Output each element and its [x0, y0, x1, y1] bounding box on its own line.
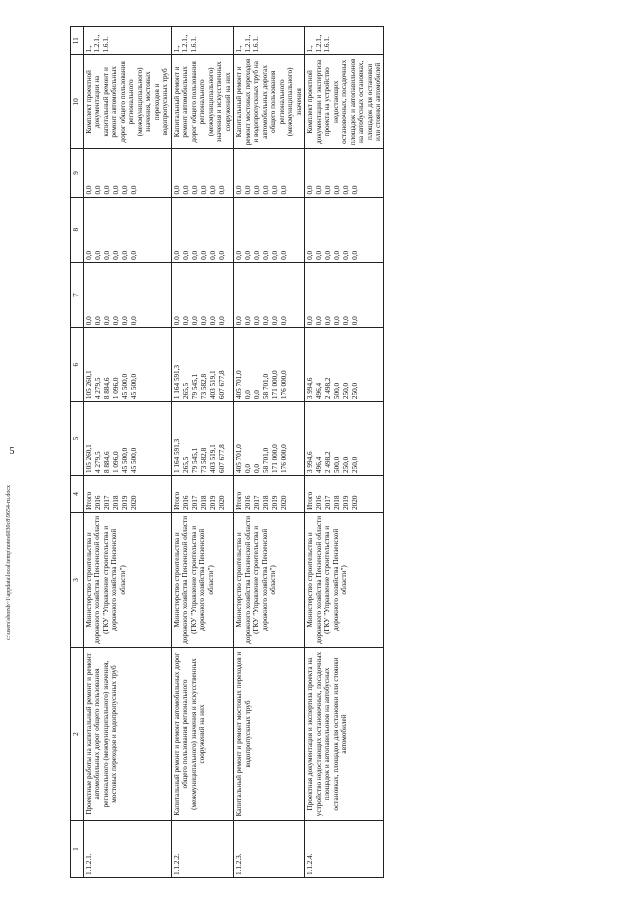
federal-budget-value: 0,0 [190, 316, 199, 326]
other-sources-value: 0,0 [271, 185, 280, 195]
total-funding-value: 403 519,1 [208, 444, 217, 473]
indicator-ref: 1., 1.2.1., 1.6.1. [171, 27, 233, 55]
year-list-value: 2019 [208, 495, 217, 510]
federal-budget-value: 0,0 [94, 316, 102, 326]
local-budget-value: 0,0 [324, 250, 333, 260]
other-sources-value: 0,0 [130, 185, 138, 195]
federal-budget [171, 262, 233, 327]
other-sources-value: 0,0 [190, 185, 199, 195]
year-list-value: 2017 [190, 495, 199, 510]
local-budget [234, 197, 305, 262]
regional-budget-value: 58 701,0 [262, 373, 271, 400]
total-funding-value: 496,4 [315, 456, 324, 473]
federal-budget-value: 0,0 [199, 316, 208, 326]
local-budget-value: 0,0 [199, 250, 208, 260]
column-header-9: 9 [71, 149, 84, 197]
federal-budget [234, 262, 305, 327]
other-sources-value: 0,0 [324, 185, 333, 195]
local-budget-value: 0,0 [253, 250, 262, 260]
activity-name: Капитальный ремонт и ремонт мостовых переходов и водопропускных труб [234, 647, 305, 820]
total-funding [171, 402, 233, 476]
federal-budget-value: 0,0 [130, 316, 138, 326]
year-list-value: 2016 [181, 495, 190, 510]
local-budget-value: 0,0 [280, 250, 289, 260]
regional-budget-value: 250,0 [342, 382, 351, 400]
federal-budget-value: 0,0 [271, 316, 280, 326]
column-header-10: 10 [71, 55, 84, 149]
regional-budget-value: 4 279,5 [94, 377, 102, 400]
federal-budget-value: 0,0 [333, 316, 342, 326]
other-sources-value: 0,0 [280, 185, 289, 195]
federal-budget [305, 262, 384, 327]
federal-budget [84, 262, 172, 327]
year-list-value: 2019 [342, 495, 351, 510]
other-sources-value: 0,0 [244, 185, 253, 195]
regional-budget-value: 2 498,2 [324, 377, 333, 400]
total-funding-value: 265,5 [181, 456, 190, 473]
program-activities-table [70, 26, 384, 878]
local-budget-value: 0,0 [306, 250, 315, 260]
total-funding-value: 105 260,1 [85, 444, 93, 473]
local-budget-value: 0,0 [94, 250, 102, 260]
other-sources-value: 0,0 [217, 185, 226, 195]
column-header-6: 6 [71, 328, 84, 402]
local-budget-value: 0,0 [342, 250, 351, 260]
total-funding-value: 607 677,8 [217, 444, 226, 473]
federal-budget-value: 0,0 [324, 316, 333, 326]
total-funding-value: 2 498,2 [324, 451, 333, 473]
total-funding-value: 250,0 [342, 456, 351, 473]
total-funding-value: 171 000,0 [271, 444, 280, 473]
expected-result: Комплект проектной документации на капитальный ремонт и ремонт автомобильных дорог общего пользования регионального (межмуниципального) значения, мостовых переходов и водопропускных труб [84, 55, 172, 149]
total-funding-value: 405 701,0 [235, 444, 244, 473]
column-header-4: 4 [71, 475, 84, 512]
expected-result: Комплект проектной документации и экспертиза проекта на устройство недостающих остановочных, посадочных площадок и автопавильонов на автобусных остановках, площадок для остановки или стоянки автомобилей [305, 55, 384, 149]
federal-budget-value: 0,0 [112, 316, 120, 326]
regional-budget [171, 328, 233, 402]
other-sources [84, 149, 172, 197]
column-header-2: 2 [71, 647, 84, 820]
year-list-value: Итого [85, 491, 93, 510]
other-sources [171, 149, 233, 197]
other-sources-value: 0,0 [262, 185, 271, 195]
table-row [305, 27, 384, 878]
regional-budget-value: 1 164 591,3 [172, 364, 181, 400]
column-header-5: 5 [71, 402, 84, 476]
federal-budget-value: 0,0 [103, 316, 111, 326]
year-list-value: 2017 [253, 495, 262, 510]
federal-budget-value: 0,0 [342, 316, 351, 326]
year-list [305, 475, 384, 512]
local-budget-value: 0,0 [181, 250, 190, 260]
regional-budget-value: 8 884,6 [103, 377, 111, 400]
year-list [171, 475, 233, 512]
file-path-footer: c:\users\sborsh~1\appdata\local\temp\notes6030c8\9654-ru.docx [6, 484, 12, 640]
row-number: 1.1.2.2. [171, 821, 233, 878]
column-header-3: 3 [71, 512, 84, 647]
federal-budget-value: 0,0 [181, 316, 190, 326]
regional-budget-value: 500,0 [333, 382, 342, 400]
federal-budget-value: 0,0 [262, 316, 271, 326]
year-list-value: 2018 [199, 495, 208, 510]
regional-budget-value: 171 000,0 [271, 370, 280, 400]
local-budget-value: 0,0 [130, 250, 138, 260]
year-list-value: 2017 [103, 495, 111, 510]
other-sources-value: 0,0 [351, 185, 360, 195]
local-budget-value: 0,0 [85, 250, 93, 260]
other-sources [234, 149, 305, 197]
total-funding-value: 500,0 [333, 456, 342, 473]
total-funding [234, 402, 305, 476]
federal-budget-value: 0,0 [121, 316, 129, 326]
federal-budget-value: 0,0 [235, 316, 244, 326]
federal-budget-value: 0,0 [217, 316, 226, 326]
year-list-value: 2018 [112, 495, 120, 510]
table-body [84, 27, 384, 878]
other-sources-value: 0,0 [315, 185, 324, 195]
regional-budget-value: 0,0 [244, 390, 253, 400]
total-funding [84, 402, 172, 476]
row-number: 1.1.2.1. [84, 821, 172, 878]
table-row [171, 27, 233, 878]
activity-name: Капитальный ремонт и ремонт автомобильных дорог общего пользования регионального (межмуниципального) значения и искусственных сооружений на них [171, 647, 233, 820]
federal-budget-value: 0,0 [280, 316, 289, 326]
local-budget-value: 0,0 [103, 250, 111, 260]
page-number: 5 [9, 446, 15, 457]
local-budget-value: 0,0 [172, 250, 181, 260]
executor: Министерство строительства и дорожного хозяйства Пензенской области (ГКУ "Управление строительства и дорожного хозяйства Пензенской области") [234, 512, 305, 647]
year-list-value: 2017 [324, 495, 333, 510]
table-row [234, 27, 305, 878]
rotated-table-sheet [70, 0, 630, 878]
federal-budget-value: 0,0 [85, 316, 93, 326]
indicator-ref: 1., 1.2.1., 1.6.1. [84, 27, 172, 55]
indicator-ref: 1., 1.2.1., 1.6.1. [305, 27, 384, 55]
total-funding-value: 73 582,8 [199, 447, 208, 473]
total-funding-value: 0,0 [244, 464, 253, 473]
year-list-value: Итого [172, 491, 181, 510]
local-budget-value: 0,0 [121, 250, 129, 260]
local-budget-value: 0,0 [315, 250, 324, 260]
other-sources-value: 0,0 [235, 185, 244, 195]
regional-budget-value: 265,5 [181, 382, 190, 400]
other-sources-value: 0,0 [306, 185, 315, 195]
regional-budget-value: 496,4 [315, 382, 324, 400]
regional-budget-value: 250,0 [351, 382, 360, 400]
federal-budget-value: 0,0 [315, 316, 324, 326]
year-list-value: 2016 [244, 495, 253, 510]
total-funding-value: 45 500,0 [121, 447, 129, 473]
regional-budget-value: 45 500,0 [121, 373, 129, 400]
total-funding-value: 1 096,0 [112, 451, 120, 473]
regional-budget-value: 176 000,0 [280, 370, 289, 400]
executor: Министерство строительства и дорожного хозяйства Пензенской области (ГКУ "Управление строительства и дорожного хозяйства Пензенской области") [305, 512, 384, 647]
regional-budget-value: 1 096,0 [112, 377, 120, 400]
regional-budget-value: 403 519,1 [208, 370, 217, 400]
year-list-value: 2020 [280, 495, 289, 510]
other-sources-value: 0,0 [94, 185, 102, 195]
year-list [234, 475, 305, 512]
local-budget-value: 0,0 [262, 250, 271, 260]
other-sources-value: 0,0 [253, 185, 262, 195]
executor: Министерство строительства и дорожного хозяйства Пензенской области (ГКУ "Управление строительства и дорожного хозяйства Пензенской области") [171, 512, 233, 647]
local-budget-value: 0,0 [235, 250, 244, 260]
row-number: 1.1.2.3. [234, 821, 305, 878]
expected-result: Капитальный ремонт и ремонт мостовых переходов и водопропускных труб на автомобильных дорогах общего пользования регионального (межмуниципального) значения [234, 55, 305, 149]
total-funding-value: 58 701,0 [262, 447, 271, 473]
local-budget [305, 197, 384, 262]
regional-budget-value: 45 500,0 [130, 373, 138, 400]
table-row [84, 27, 172, 878]
regional-budget-value: 105 260,1 [85, 370, 93, 400]
year-list-value: 2016 [315, 495, 324, 510]
row-number: 1.1.2.4. [305, 821, 384, 878]
local-budget-value: 0,0 [112, 250, 120, 260]
local-budget [171, 197, 233, 262]
indicator-ref: 1., 1.2.1., 1.6.1. [234, 27, 305, 55]
total-funding-value: 8 884,6 [103, 451, 111, 473]
local-budget [84, 197, 172, 262]
year-list-value: 2020 [351, 495, 360, 510]
total-funding-value: 4 279,5 [94, 451, 102, 473]
federal-budget-value: 0,0 [351, 316, 360, 326]
regional-budget-value: 73 582,8 [199, 373, 208, 400]
regional-budget-value: 3 994,6 [306, 377, 315, 400]
other-sources-value: 0,0 [172, 185, 181, 195]
other-sources [305, 149, 384, 197]
other-sources-value: 0,0 [199, 185, 208, 195]
year-list-value: 2016 [94, 495, 102, 510]
year-list-value: 2018 [262, 495, 271, 510]
regional-budget [84, 328, 172, 402]
activity-name: Проектная документация и экспертиза проекта на устройство недостающих остановочных, посадочных площадок и автопавильонов на автобусных остановках, площадок для остановки или стоянки автомобилей [305, 647, 384, 820]
expected-result: Капитальный ремонт и ремонт автомобильных дорог общего пользования регионального (межмуниципального) значения и искусственных сооружений на них [171, 55, 233, 149]
other-sources-value: 0,0 [181, 185, 190, 195]
regional-budget [305, 328, 384, 402]
year-list-value: Итого [306, 491, 315, 510]
column-header-8: 8 [71, 197, 84, 262]
other-sources-value: 0,0 [103, 185, 111, 195]
year-list-value: 2020 [130, 495, 138, 510]
other-sources-value: 0,0 [333, 185, 342, 195]
local-budget-value: 0,0 [208, 250, 217, 260]
other-sources-value: 0,0 [112, 185, 120, 195]
local-budget-value: 0,0 [351, 250, 360, 260]
local-budget-value: 0,0 [244, 250, 253, 260]
column-number-row [71, 27, 84, 878]
column-header-7: 7 [71, 262, 84, 327]
regional-budget-value: 79 545,1 [190, 373, 199, 400]
federal-budget-value: 0,0 [244, 316, 253, 326]
total-funding-value: 3 994,6 [306, 451, 315, 473]
year-list-value: 2019 [271, 495, 280, 510]
year-list-value: 2018 [333, 495, 342, 510]
other-sources-value: 0,0 [121, 185, 129, 195]
other-sources-value: 0,0 [208, 185, 217, 195]
year-list-value: Итого [235, 491, 244, 510]
regional-budget-value: 0,0 [253, 390, 262, 400]
other-sources-value: 0,0 [342, 185, 351, 195]
other-sources-value: 0,0 [85, 185, 93, 195]
local-budget-value: 0,0 [271, 250, 280, 260]
total-funding-value: 79 545,1 [190, 447, 199, 473]
column-header-1: 1 [71, 821, 84, 878]
federal-budget-value: 0,0 [172, 316, 181, 326]
regional-budget [234, 328, 305, 402]
regional-budget-value: 607 677,8 [217, 370, 226, 400]
column-header-11: 11 [71, 27, 84, 55]
year-list [84, 475, 172, 512]
local-budget-value: 0,0 [333, 250, 342, 260]
total-funding-value: 176 000,0 [280, 444, 289, 473]
local-budget-value: 0,0 [217, 250, 226, 260]
total-funding-value: 45 500,0 [130, 447, 138, 473]
year-list-value: 2020 [217, 495, 226, 510]
federal-budget-value: 0,0 [208, 316, 217, 326]
total-funding [305, 402, 384, 476]
year-list-value: 2019 [121, 495, 129, 510]
total-funding-value: 1 164 591,3 [172, 438, 181, 473]
federal-budget-value: 0,0 [253, 316, 262, 326]
total-funding-value: 250,0 [351, 456, 360, 473]
regional-budget-value: 405 701,0 [235, 370, 244, 400]
activity-name: Проектные работы на капитальный ремонт и ремонт автомобильных дорог общего пользования регионального (межмуниципального) значения, мостовых переходов и водопропускных труб [84, 647, 172, 820]
total-funding-value: 0,0 [253, 464, 262, 473]
executor: Министерство строительства и дорожного хозяйства Пензенской области (ГКУ "Управление строительства и дорожного хозяйства Пензенской области") [84, 512, 172, 647]
federal-budget-value: 0,0 [306, 316, 315, 326]
local-budget-value: 0,0 [190, 250, 199, 260]
